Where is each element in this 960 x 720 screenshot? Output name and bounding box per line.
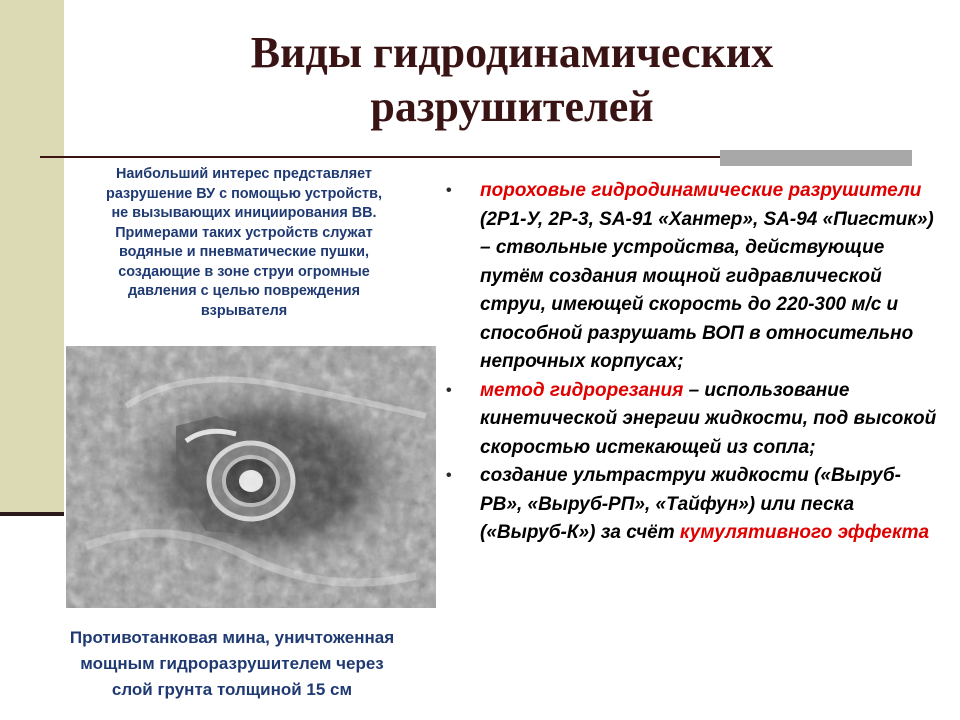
photo-caption [22,625,442,703]
title-divider-accent [720,150,912,166]
bullet-highlight: кумулятивного эффекта [679,522,930,543]
caption-line: Противотанковая мина, уничтоженная [69,628,395,647]
side-decor-line [0,512,64,516]
bullet-text: создание ультраструи жидкости («Выруб-РВ», «Выруб-РП», «Тайфун») или песка («Выруб-К») за счёт [480,465,901,543]
bullet-marker: • [446,182,452,199]
bullet-marker: • [446,467,452,484]
intro-line: Наибольший интерес представляет [116,166,372,182]
intro-line: не вызывающих инициирования ВВ. [111,205,377,221]
title-line-2: разрушителей [370,82,654,131]
mine-photo [66,346,436,608]
intro-line: давления с целью повреждения [127,283,361,299]
intro-text [52,165,436,321]
bullet-text: – использование кинетической энергии жидкости, под высокой скоростью истекающей из сопла; [480,379,937,458]
mine-photo-illustration [66,346,436,608]
bullet-list [440,177,940,548]
intro-line: взрывателя [200,302,288,319]
bullet-highlight: метод гидрорезания [480,379,684,401]
slide-title [64,26,960,134]
caption-line: мощным гидроразрушителем через [80,654,384,673]
title-line-1: Виды гидродинамических [250,28,774,77]
bullet-item-ultrajet [440,462,940,548]
bullet-text: (2Р1-У, 2Р-3, SA-91 «Хантер», SA-94 «Пигстик») – ствольные устройства, действующие путём создания мощной гидравлической струи, имеющей скорость до 220-300 м/с и способной разрушать ВОП в относительно непрочных корпусах; [480,208,934,372]
intro-line: водяные и пневматические пушки, [119,244,369,260]
intro-line: разрушение ВУ с помощью устройств, [106,185,382,202]
caption-line: слой грунта толщиной 15 см [111,680,353,699]
bullet-item-powder [440,177,940,377]
intro-line: Примерами таких устройств служат [115,224,373,241]
bullet-item-hydrocutting [440,377,940,463]
bullet-highlight: пороховые гидродинамические разрушители [480,180,922,201]
bullet-marker: • [446,381,452,399]
intro-line: создающие в зоне струи огромные [118,263,370,280]
